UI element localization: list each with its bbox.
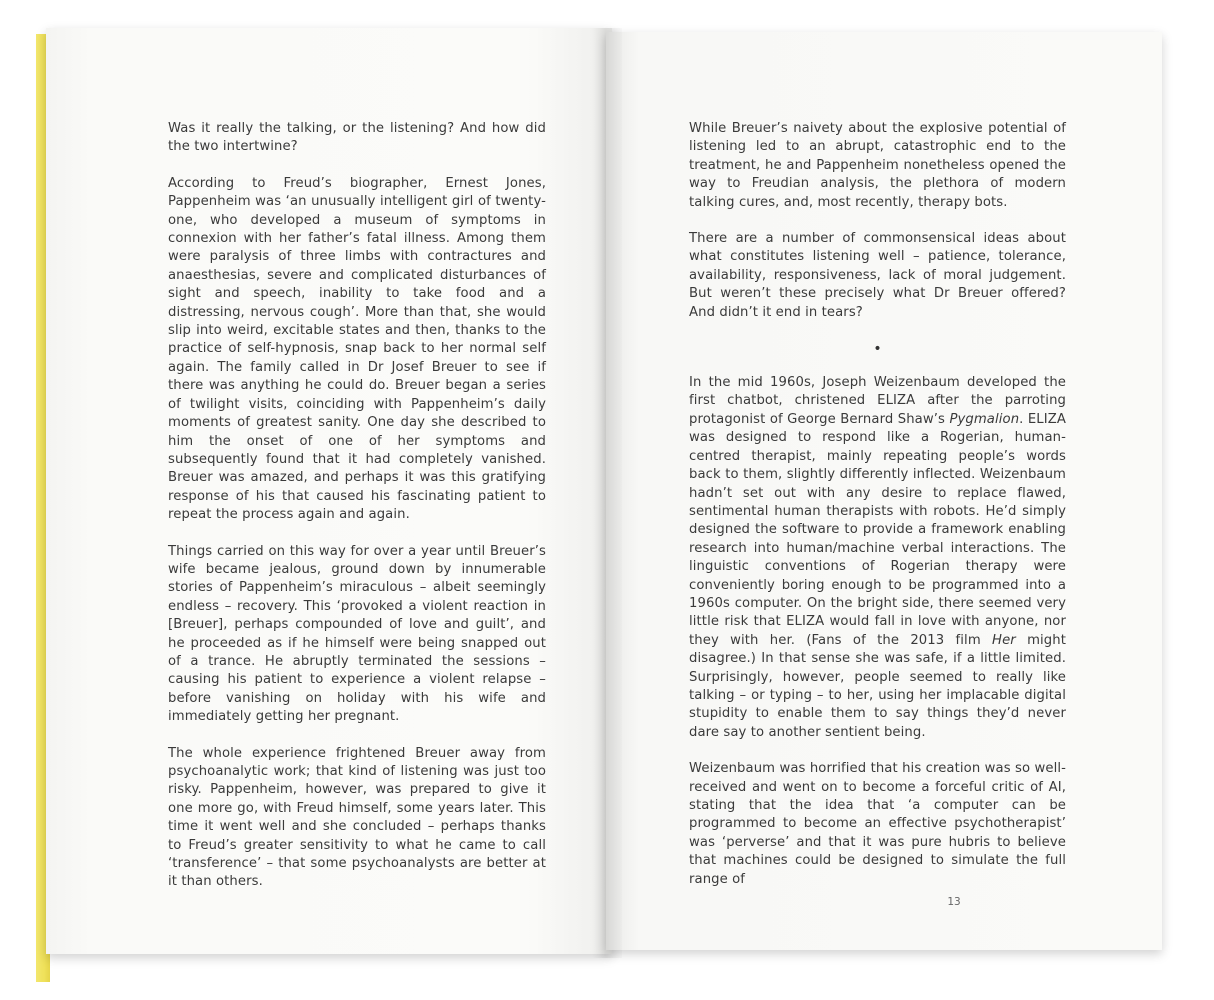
- paragraph-eliza: [689, 374, 1066, 742]
- paragraph: Was it really the talking, or the listening? And how did the two intertwine?: [168, 121, 546, 155]
- right-page-text: [689, 120, 1066, 907]
- page-number: 13: [947, 896, 961, 908]
- paragraph: According to Freud’s biographer, Ernest Jones, Pappenheim was ‘an unusually intelligent girl of twenty-one, who developed a museum of symptoms in connexion with her father’s fatal illness. Among them were paralysis of three limbs with contractures and anaesthesias, severe and complicated disturbances of sight and speech, inability to take food and a distressing, nervous cough’. More than that, she would slip into weird, excitable states and then, thanks to the practice of self-hypnosis, snap back to her normal self again. The family called in Dr Josef Breuer to see if there was anything he could do. Breuer began a series of twilight visits, coinciding with Pappenheim’s daily moments of greatest sanity. One day she described to him the onset of one of her symptoms and subsequently found that it had completely vanished. Breuer was amazed, and perhaps it was this gratifying response of his that caused his fascinating patient to repeat the process again and again.: [168, 175, 546, 523]
- paragraph: Things carried on this way for over a year until Breuer’s wife became jealous, ground down by innumerable stories of Pappenheim’s miraculous – albeit seemingly endless – recovery. This ‘provoked a violent reaction in [Breuer], perhaps compounded of love and guilt’, and he proceeded as if he himself were being snapped out of a trance. He abruptly terminated the sessions – causing his patient to experience a violent relapse – before vanishing on holiday with his wife and immediately getting her pregnant.: [168, 543, 546, 725]
- text-run: might disagree.) In that sense she was safe, if a little limited. Surprisingly, however, people seemed to really like talking – or typing – to her, using her implacable digital stupidity to enable them to say things they’d never dare say to another sentient being.: [689, 632, 1066, 740]
- paragraph: The whole experience frightened Breuer away from psychoanalytic work; that kind of listening was just too risky. Pappenheim, however, was prepared to give it one more go, with Freud himself, some years later. This time it went well and she concluded – perhaps thanks to Freud’s greater sensitivity to what he came to call ‘transference’ – that some psychoanalysts are better at it than others.: [168, 745, 546, 890]
- right-page: [606, 32, 1162, 950]
- paragraph: Weizenbaum was horrified that his creation was so well-received and went on to become a forceful critic of AI, stating that the idea that ‘a computer can be programmed to become an effective psychotherapist’ was ‘perverse’ and that it was pure hubris to believe that machines could be designed to simulate the full range of: [689, 761, 1066, 887]
- paragraph: There are a number of commonsensical ideas about what constitutes listening well – patience, tolerance, availability, responsiveness, lack of moral judgement. But weren’t these precisely what Dr Breuer offered? And didn’t it end in tears?: [689, 231, 1066, 320]
- italic-title: Pygmalion: [949, 411, 1020, 427]
- left-page: [46, 28, 612, 954]
- italic-title: Her: [992, 632, 1016, 648]
- section-separator: •: [873, 341, 882, 358]
- text-run: In the mid 1960s, Joseph Weizenbaum developed the first chatbot, christened ELIZA after the parroting protagonist of George Bernard Shaw’s: [689, 375, 1066, 427]
- paragraph: While Breuer’s naivety about the explosive potential of listening led to an abrupt, catastrophic end to the treatment, he and Pappenheim nonetheless opened the way to Freudian analysis, the plethora of modern talking cures, and, most recently, therapy bots.: [689, 121, 1066, 210]
- book-spread: [36, 28, 1164, 958]
- left-page-text: [168, 120, 546, 910]
- text-run: . ELIZA was designed to respond like a Rogerian, human-centred therapist, mainly repeating people’s words back to them, slightly differently inflected. Weizenbaum hadn’t set out with any desire to replace flawed, sentimental human therapists with robots. He’d simply designed the software to provide a framework enabling research into human/machine verbal interactions. The linguistic conventions of Rogerian therapy were conveniently boring enough to be programmed into a 1960s computer. On the bright side, there seemed very little risk that ELIZA would fall in love with anyone, nor they with her. (Fans of the 2013 film: [689, 411, 1066, 648]
